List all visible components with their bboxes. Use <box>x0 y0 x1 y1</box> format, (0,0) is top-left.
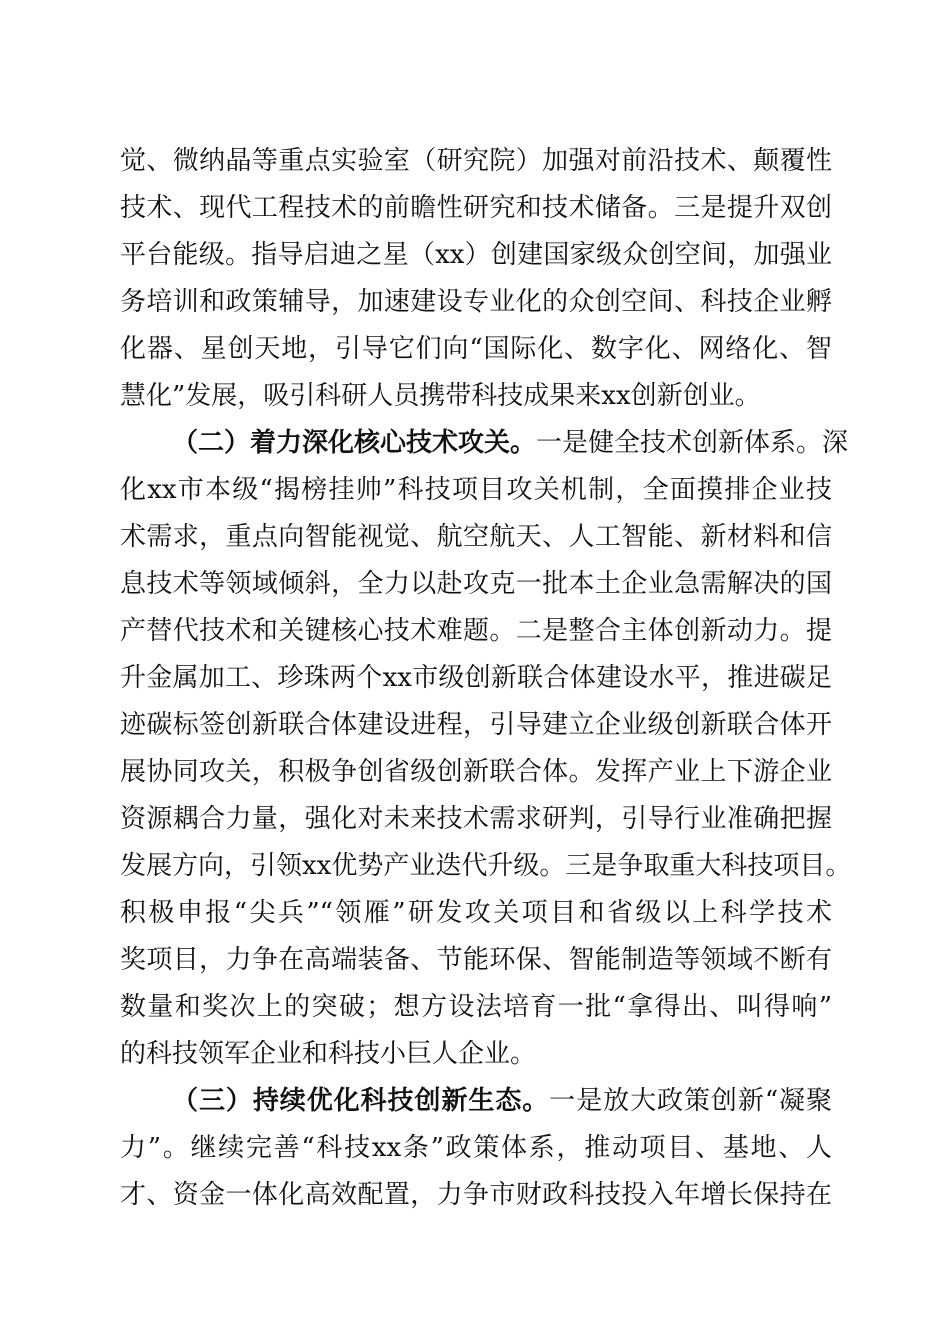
paragraph-line: 发展方向，引领xx优势产业迭代升级。三是争取重大科技项目。 <box>120 851 852 881</box>
paragraph-line: 觉、微纳晶等重点实验室（研究院）加强对前沿技术、颠覆性 <box>120 146 832 176</box>
paragraph-line: 迹碳标签创新联合体建设进程，引导建立企业级创新联合体开 <box>120 710 832 740</box>
paragraph-line: 平台能级。指导启迪之星（xx）创建国家级众创空间，加强业 <box>120 240 832 270</box>
paragraph-line: 奖项目，力争在高端装备、节能环保、智能制造等领域不断有 <box>120 945 832 975</box>
paragraph-line: 资源耦合力量，强化对未来技术需求研判，引导行业准确把握 <box>120 804 832 834</box>
paragraph-line: 术需求，重点向智能视觉、航空航天、人工智能、新材料和信 <box>120 522 832 552</box>
section-3-heading: （三）持续优化科技创新生态。 <box>172 1086 550 1116</box>
section-heading-line <box>172 1081 832 1121</box>
paragraph-line: 积极申报“尖兵”“领雁”研发攻关项目和省级以上科学技术 <box>120 898 832 928</box>
paragraph-line: 的科技领军企业和科技小巨人企业。 <box>120 1039 537 1069</box>
paragraph-line: 才、资金一体化高效配置，力争市财政科技投入年增长保持在 <box>120 1180 832 1210</box>
paragraph-line: 技术、现代工程技术的前瞻性研究和技术储备。三是提升双创 <box>120 193 832 223</box>
paragraph-line: 升金属加工、珍珠两个xx市级创新联合体建设水平，推进碳足 <box>120 663 832 693</box>
paragraph-line: 慧化”发展，吸引科研人员携带科技成果来xx创新创业。 <box>120 381 761 411</box>
paragraph-line: 务培训和政策辅导，加速建设专业化的众创空间、科技企业孵 <box>120 287 832 317</box>
paragraph-line: 化器、星创天地，引导它们向“国际化、数字化、网络化、智 <box>120 334 832 364</box>
paragraph-line: 数量和奖次上的突破；想方设法培育一批“拿得出、叫得响” <box>120 992 832 1022</box>
paragraph-line: 产替代技术和关键核心技术难题。二是整合主体创新动力。提 <box>120 616 832 646</box>
paragraph-line: 展协同攻关，积极争创省级创新联合体。发挥产业上下游企业 <box>120 757 832 787</box>
paragraph-line: 化xx市本级“揭榜挂帅”科技项目攻关机制，全面摸排企业技 <box>120 475 832 505</box>
section-2-text: 一是健全技术创新体系。深 <box>536 428 849 458</box>
section-heading-line <box>172 423 849 463</box>
paragraph-line: 息技术等领域倾斜，全力以赴攻克一批本土企业急需解决的国 <box>120 569 832 599</box>
paragraph-line: 力”。继续完善“科技xx条”政策体系，推动项目、基地、人 <box>120 1133 832 1163</box>
section-3-text: 一是放大政策创新“凝聚 <box>549 1086 832 1116</box>
section-2-heading: （二）着力深化核心技术攻关。 <box>172 428 537 458</box>
